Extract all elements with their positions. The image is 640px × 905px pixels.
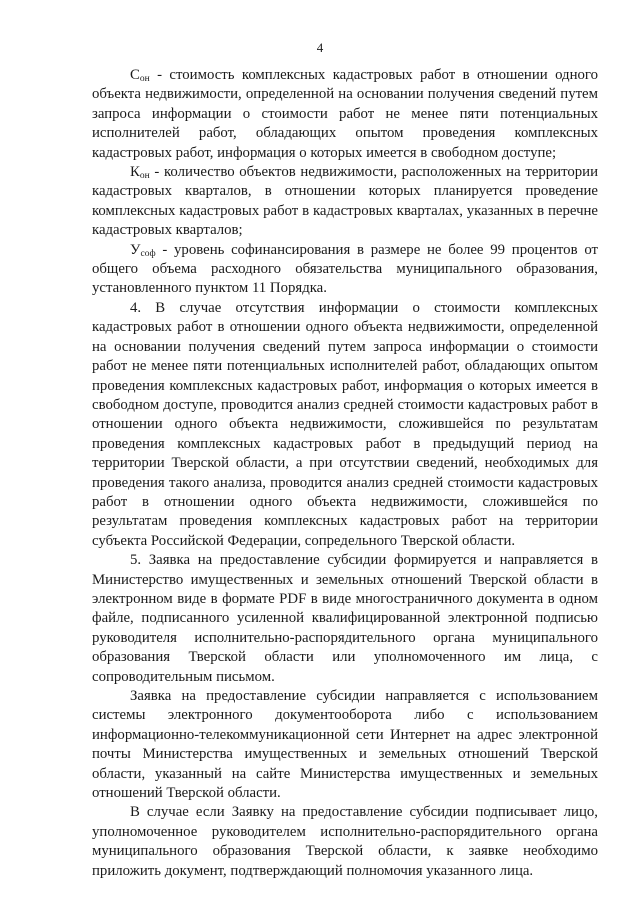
- symbol-usof: $У_{соф}$: [130, 241, 156, 259]
- paragraph-authorized-person: В случае если Заявку на предоставление субсидии подписывает лицо, уполномоченное руководителем исполнительно-распорядительного органа муниципального образования Тверской области, к заявке необходимо приложить документ, подтверждающий полномочия указанного лица.: [92, 804, 598, 879]
- paragraph-item-4: 4. В случае отсутствия информации о стоимости комплексных кадастровых работ в отношении одного объекта недвижимости, определенной на основании получения сведений путем запроса информации о стоимости работ не менее пяти потенциальных исполнителей работ, обладающих опытом проведения комплексных кадастровых работ, информация о которых имеется в свободном доступе, проводится анализ средней стоимости кадастровых работ в отношении одного объекта недвижимости, сложившейся по результатам проведения комплексных кадастровых работ в предыдущий период на территории Тверской области, а при отсутствии сведений, необходимых для проведения такого анализа, проводится анализ средней стоимости кадастровых работ в отношении одного объекта недвижимости, сложившейся по результатам проведения комплексных кадастровых работ на территории субъекта Российской Федерации, сопредельного Тверской области.: [92, 299, 598, 549]
- symbol-kon: $К_{он}$: [130, 164, 150, 182]
- document-body: [92, 66, 598, 881]
- paragraph-submission-method: Заявка на предоставление субсидии направляется с использованием системы электронного документооборота либо с использованием информационно-телекоммуникационной сети Интернет на адрес электронной почты Министерства имущественных и земельных отношений Тверской области, указанный на сайте Министерства имущественных и земельных отношений Тверской области.: [92, 688, 598, 802]
- definition-son: [92, 66, 598, 163]
- definition-text: - уровень софинансирования в размере не более 99 процентов от общего объема расходного обязательства муниципального образования, установленного пунктом 11 Порядка.: [92, 241, 598, 297]
- paragraph-item-5: 5. Заявка на предоставление субсидии формируется и направляется в Министерство имущественных и земельных отношений Тверской области в электронном виде в формате PDF в виде многостраничного документа в одном файле, подписанного усиленной квалифицированной электронной подписью руководителя исполнительно-распорядительного органа муниципального образования Тверской области или уполномоченного им лица, с сопроводительным письмом.: [92, 552, 598, 685]
- symbol-son: $С_{он}$: [130, 67, 150, 84]
- definition-usof: [92, 241, 598, 299]
- definition-kon: [92, 163, 598, 241]
- page-number: 4: [316, 40, 324, 55]
- definition-text: - количество объектов недвижимости, расположенных на территории кадастровых кварталов, в отношении которых планируется проведение комплексных кадастровых работ в кадастровых кварталах, указанных в перечне кадастровых кварталов;: [92, 164, 598, 239]
- definition-text: - стоимость комплексных кадастровых работ в отношении одного объекта недвижимости, определенной на основании получения сведений путем запроса информации о стоимости работ не менее пяти потенциальных исполнителей работ, обладающих опытом проведения комплексных кадастровых работ, информация о которых имеется в свободном доступе;: [92, 67, 598, 161]
